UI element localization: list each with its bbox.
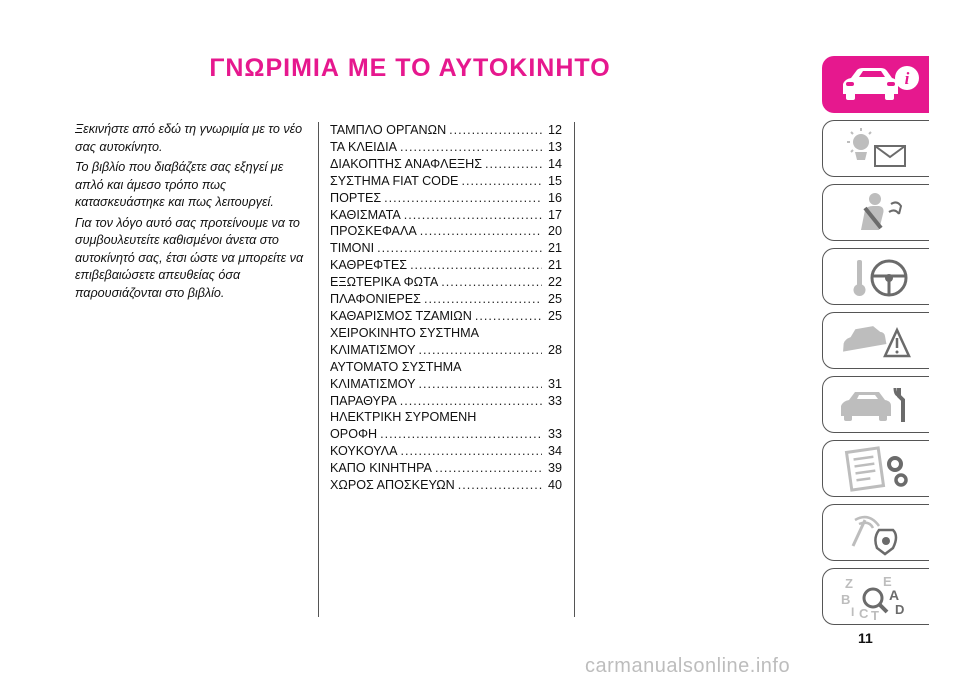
toc-entry-line1: ΗΛΕΚΤΡΙΚΗ ΣΥΡΟΜΕΝΗ bbox=[330, 410, 477, 425]
toc-entry-label: ΔΙΑΚΟΠΤΗΣ ΑΝΑΦΛΕΞΗΣ bbox=[330, 156, 483, 171]
toc-leader-dots bbox=[449, 122, 542, 139]
toc-entry-label: ΚΑΠΟ ΚΙΝΗΤΗΡΑ bbox=[330, 461, 432, 476]
index-letter: E bbox=[883, 574, 892, 589]
index-letter: T bbox=[871, 608, 879, 620]
toc-entry[interactable] bbox=[330, 342, 562, 359]
toc-entry-page: 15 bbox=[547, 173, 562, 188]
toc-entry-page: 21 bbox=[547, 258, 562, 273]
toc-entry[interactable] bbox=[330, 291, 562, 308]
toc-entry-line1: ΧΕΙΡΟΚΙΝΗΤΟ ΣΥΣΤΗΜΑ bbox=[330, 325, 479, 340]
toc-entry-page: 12 bbox=[547, 123, 562, 137]
toc-entry[interactable] bbox=[330, 223, 562, 240]
toc-leader-dots bbox=[410, 257, 542, 274]
toc-entry[interactable] bbox=[330, 156, 562, 173]
tab-multimedia[interactable] bbox=[822, 504, 929, 561]
toc-entry-label: ΤΙΜΟΝΙ bbox=[330, 241, 375, 256]
tab-index[interactable] bbox=[822, 568, 929, 625]
toc-leader-dots bbox=[384, 190, 542, 207]
index-letter: Z bbox=[845, 576, 853, 591]
toc-leader-dots bbox=[420, 223, 542, 240]
toc-entry-label: ΚΟΥΚΟΥΛΑ bbox=[330, 444, 398, 459]
toc-entry[interactable] bbox=[330, 274, 562, 291]
toc-entry-page: 33 bbox=[547, 427, 562, 442]
intro-paragraph: Για τον λόγο αυτό σας προτείνουμε να το συμβουλευτείτε καθισμένοι άνετα στο αυτοκίνητό σας, έτσι ώστε να μπορείτε να επιβεβαιώσετε απευθείας όσα παρουσιάζονται στο βιβλίο. bbox=[75, 215, 304, 300]
toc-entry-label: ΚΛΙΜΑΤΙΣΜΟΥ bbox=[330, 342, 416, 357]
toc-entry-label: ΠΛΑΦΟΝΙΕΡΕΣ bbox=[330, 292, 421, 307]
page-number: 11 bbox=[858, 630, 873, 646]
toc-entry-page: 20 bbox=[547, 224, 562, 239]
toc-entry-page: 40 bbox=[547, 478, 562, 493]
toc-entry-page: 25 bbox=[547, 292, 562, 307]
safety-seatbelt-icon bbox=[835, 190, 921, 236]
warning-lights-icon bbox=[835, 126, 921, 172]
column-divider-right bbox=[574, 122, 575, 617]
toc-entry[interactable] bbox=[330, 139, 562, 156]
toc-entry-page: 28 bbox=[547, 342, 562, 357]
toc-entry-label: ΠΟΡΤΕΣ bbox=[330, 190, 382, 205]
toc-entry-label: ΤΑΜΠΛΟ ΟΡΓΑΝΩΝ bbox=[330, 123, 447, 137]
tab-starting-driving[interactable] bbox=[822, 248, 929, 305]
toc-entry-page: 16 bbox=[547, 190, 562, 205]
svg-text:i: i bbox=[904, 69, 910, 88]
toc-entry-page: 31 bbox=[547, 376, 562, 391]
page-title: ΓΝΩΡΙΜΙΑ ΜΕ ΤΟ ΑΥΤΟΚΙΝΗΤΟ bbox=[209, 54, 611, 82]
toc-entry-label: ΤΑ ΚΛΕΙΔΙΑ bbox=[330, 139, 397, 154]
toc-entry-page: 22 bbox=[547, 275, 562, 290]
table-of-contents bbox=[330, 122, 562, 494]
toc-leader-dots bbox=[377, 240, 542, 257]
toc-entry-label: ΠΑΡΑΘΥΡΑ bbox=[330, 393, 397, 408]
toc-entry[interactable] bbox=[330, 257, 562, 274]
toc-entry[interactable] bbox=[330, 240, 562, 257]
index-letter: I bbox=[851, 605, 855, 619]
tab-technical-data[interactable] bbox=[822, 440, 929, 497]
toc-leader-dots bbox=[458, 477, 542, 494]
toc-leader-dots bbox=[475, 308, 542, 325]
toc-leader-dots bbox=[461, 173, 542, 190]
car-info-icon bbox=[835, 62, 921, 108]
toc-entry[interactable] bbox=[330, 173, 562, 190]
emergency-icon bbox=[835, 318, 921, 364]
toc-leader-dots bbox=[400, 443, 542, 460]
intro-paragraph: Το βιβλίο που διαβάζετε σας εξηγεί με απλό και άμεσο τρόπο πως κατασκευάστηκε και πως λειτουργεί. bbox=[75, 160, 284, 209]
footer-watermark: carmanualsonline.info bbox=[585, 655, 791, 677]
index-icon bbox=[835, 574, 921, 620]
tab-maintenance[interactable] bbox=[822, 376, 929, 433]
toc-leader-dots bbox=[441, 274, 542, 291]
toc-entry-label: ΧΩΡΟΣ ΑΠΟΣΚΕΥΩΝ bbox=[330, 478, 455, 493]
toc-entry-page: 39 bbox=[547, 461, 562, 476]
toc-entry[interactable] bbox=[330, 477, 562, 494]
toc-leader-dots bbox=[404, 207, 542, 224]
intro-paragraph: Ξεκινήστε από εδώ τη γνωριμία με το νέο σας αυτοκίνητο. bbox=[75, 122, 303, 154]
toc-entry-page: 13 bbox=[547, 139, 562, 154]
tab-warning-lights[interactable] bbox=[822, 120, 929, 177]
toc-entry-page: 14 bbox=[547, 156, 562, 171]
tab-car-info[interactable] bbox=[822, 56, 929, 113]
toc-entry[interactable] bbox=[330, 426, 562, 443]
tab-safety[interactable] bbox=[822, 184, 929, 241]
toc-entry-page: 33 bbox=[547, 393, 562, 408]
toc-entry[interactable] bbox=[330, 393, 562, 410]
multimedia-icon bbox=[835, 510, 921, 556]
toc-entry-label: ΚΑΘΙΣΜΑΤΑ bbox=[330, 207, 401, 222]
toc-entry-label: ΚΑΘΑΡΙΣΜΟΣ ΤΖΑΜΙΩΝ bbox=[330, 308, 472, 323]
toc-leader-dots bbox=[424, 291, 542, 308]
index-letter: A bbox=[889, 587, 900, 603]
toc-leader-dots bbox=[400, 139, 542, 156]
toc-entry-page: 17 bbox=[547, 207, 562, 222]
toc-entry-label: ΕΞΩΤΕΡΙΚΑ ΦΩΤΑ bbox=[330, 275, 439, 290]
maintenance-icon bbox=[835, 382, 921, 428]
toc-entry[interactable] bbox=[330, 190, 562, 207]
toc-entry-label: ΣΥΣΤΗΜΑ FIAT CODE bbox=[330, 173, 459, 188]
toc-entry[interactable] bbox=[330, 207, 562, 224]
toc-leader-dots bbox=[419, 342, 542, 359]
starting-driving-icon bbox=[835, 254, 921, 300]
toc-leader-dots bbox=[400, 393, 542, 410]
index-letter: C bbox=[859, 606, 869, 620]
toc-entry-label: ΟΡΟΦΗ bbox=[330, 427, 378, 442]
toc-entry-label: ΠΡΟΣΚΕΦΑΛΑ bbox=[330, 224, 417, 239]
intro-text bbox=[75, 121, 310, 305]
toc-leader-dots bbox=[419, 376, 542, 393]
tab-emergency[interactable] bbox=[822, 312, 929, 369]
toc-entry-label: ΚΑΘΡΕΦΤΕΣ bbox=[330, 258, 408, 273]
toc-entry[interactable] bbox=[330, 122, 562, 139]
toc-entry[interactable] bbox=[330, 443, 562, 460]
toc-entry-label: ΚΛΙΜΑΤΙΣΜΟΥ bbox=[330, 376, 416, 391]
index-letter: D bbox=[895, 602, 905, 617]
index-letter: B bbox=[841, 592, 851, 607]
toc-entry-page: 21 bbox=[547, 241, 562, 256]
toc-leader-dots bbox=[380, 426, 542, 443]
toc-entry[interactable] bbox=[330, 376, 562, 393]
toc-entry-line1: ΑΥΤΟΜΑΤΟ ΣΥΣΤΗΜΑ bbox=[330, 359, 462, 374]
toc-leader-dots bbox=[485, 156, 542, 173]
toc-entry[interactable] bbox=[330, 460, 562, 477]
toc-entry-page: 25 bbox=[547, 308, 562, 323]
toc-entry-page: 34 bbox=[547, 444, 562, 459]
technical-data-icon bbox=[835, 446, 921, 492]
toc-entry[interactable] bbox=[330, 308, 562, 325]
column-divider-left bbox=[318, 122, 319, 617]
toc-leader-dots bbox=[435, 460, 542, 477]
